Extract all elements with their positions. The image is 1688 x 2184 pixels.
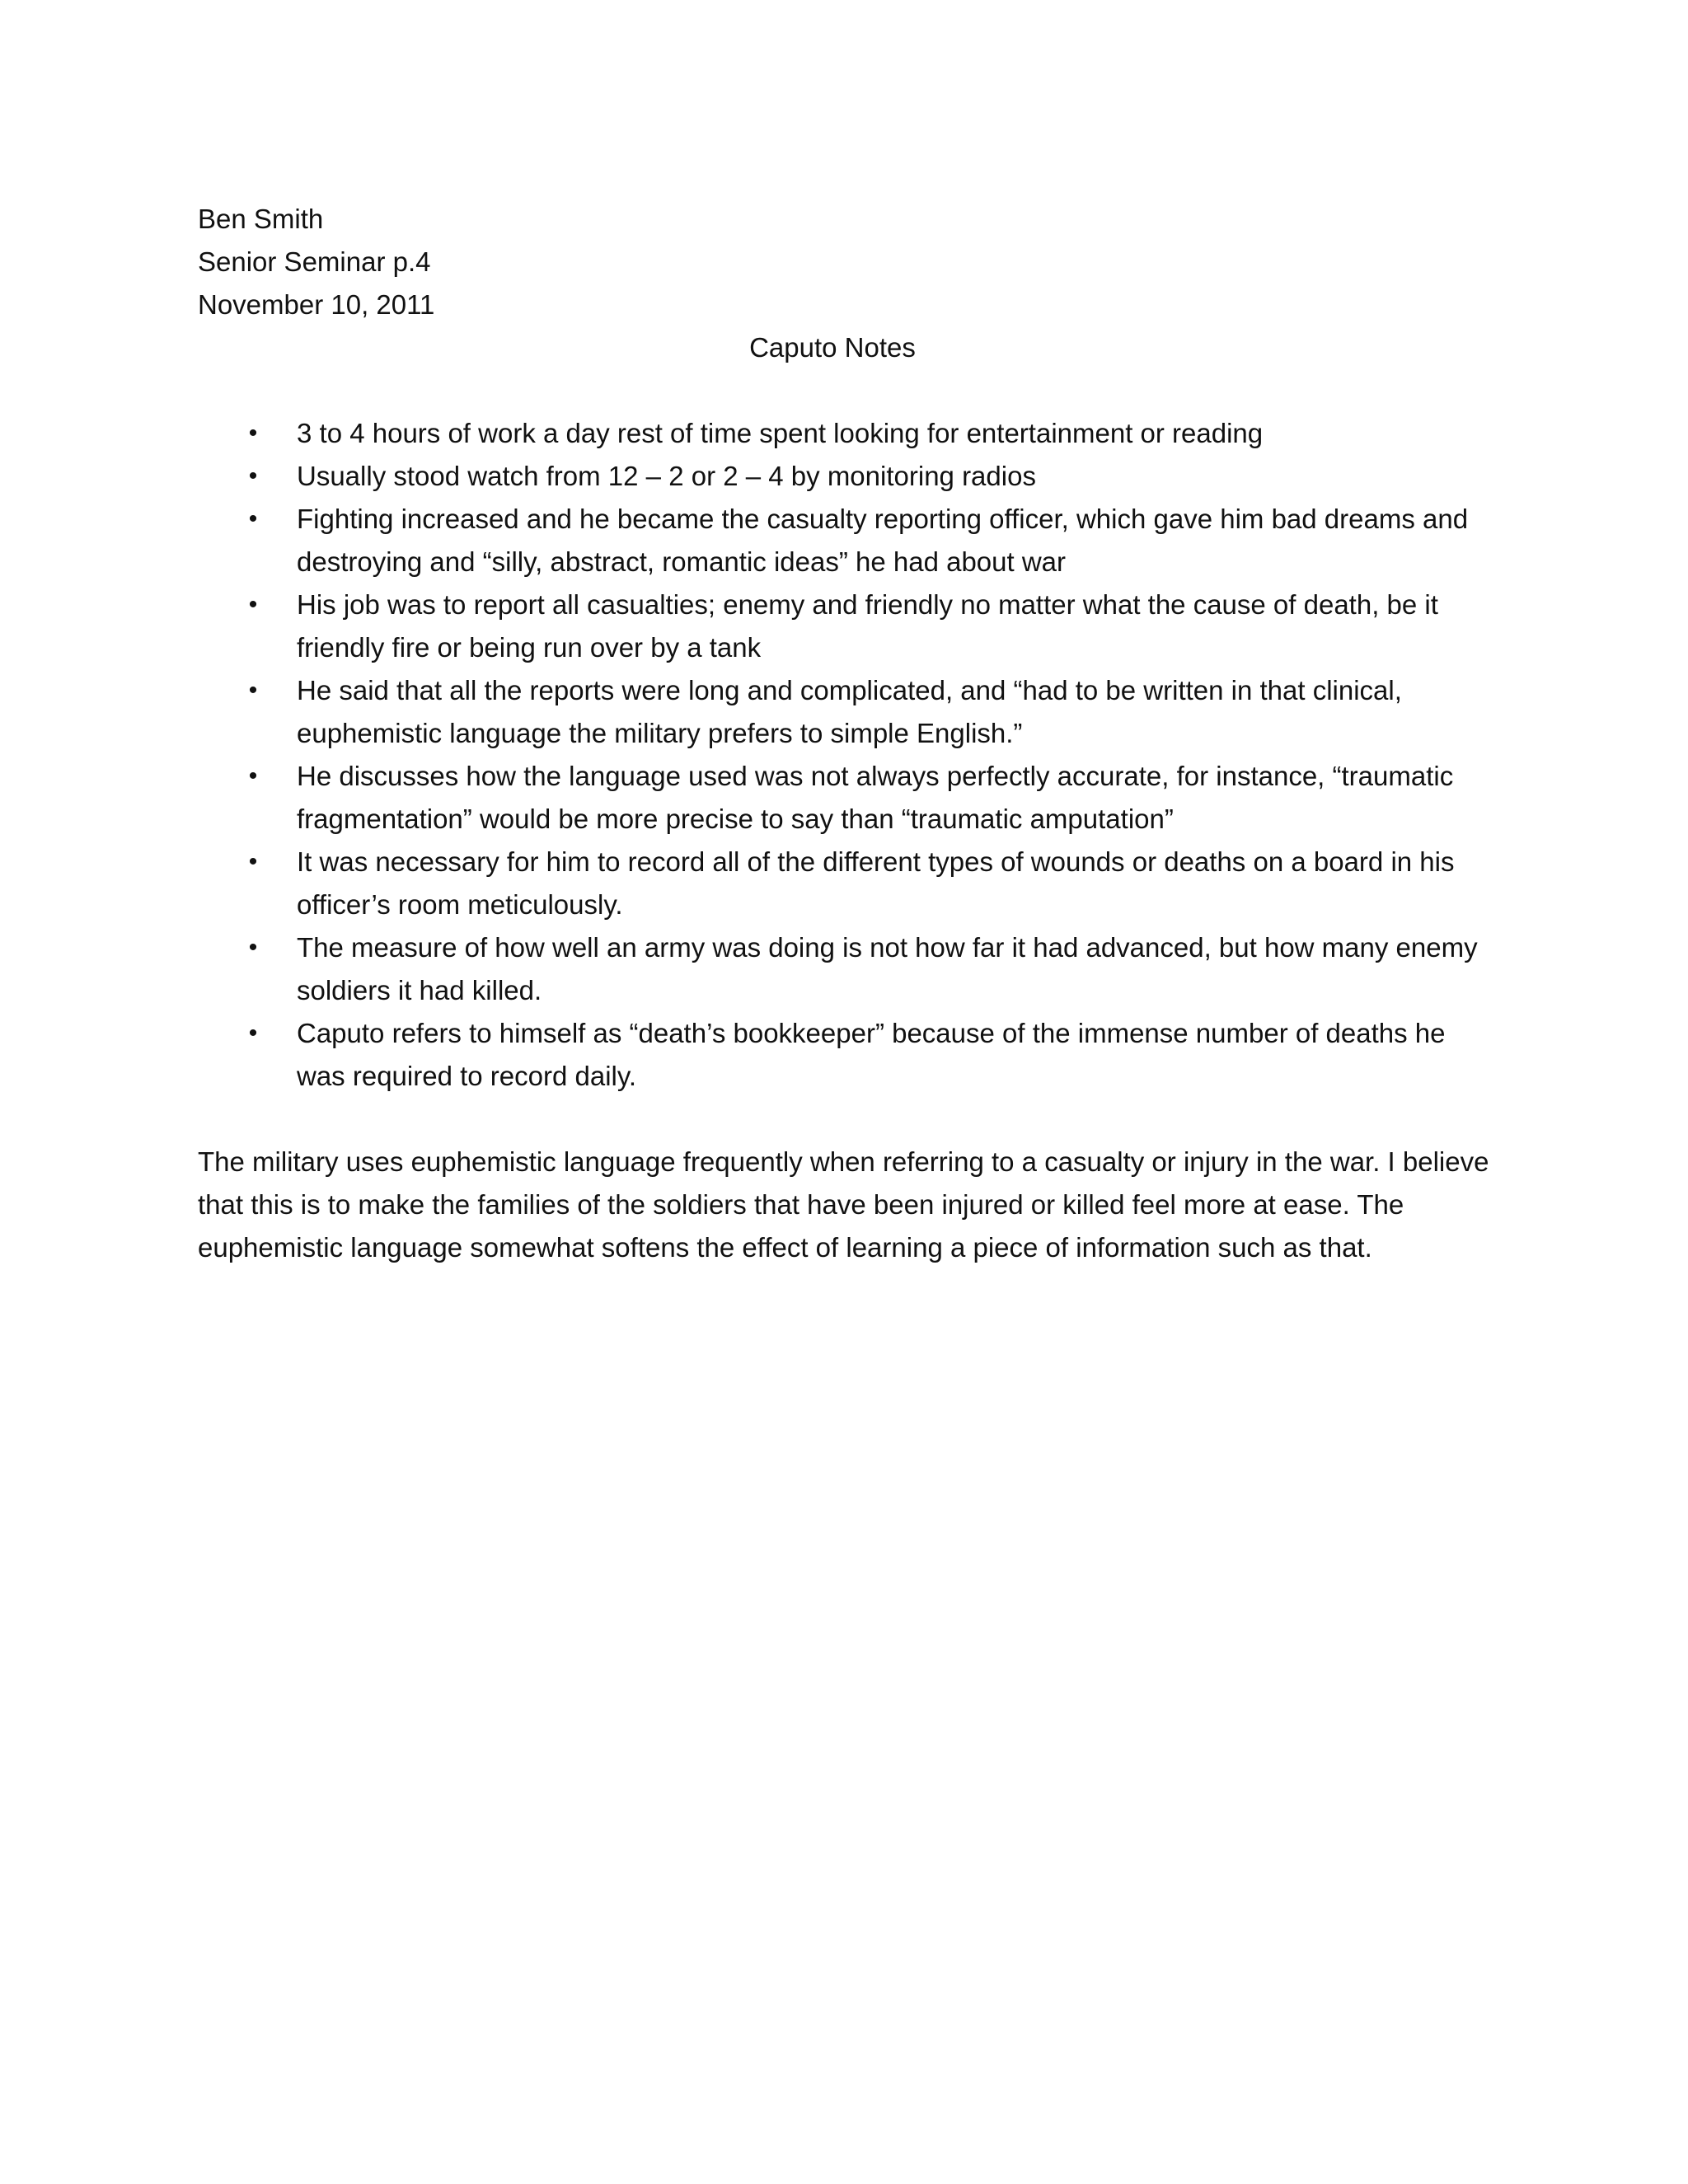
bullet-icon: • <box>248 505 258 532</box>
note-text: Caputo refers to himself as “death’s bookkeeper” because of the immense number of deaths he was required to record daily. <box>297 1018 1446 1091</box>
note-text: 3 to 4 hours of work a day rest of time spent looking for entertainment or reading <box>297 418 1264 448</box>
list-item <box>198 755 1492 841</box>
list-item <box>198 1012 1492 1098</box>
summary-paragraph: The military uses euphemistic language frequently when referring to a casualty or injury in the war. I believe that this is to make the families of the soldiers that have been injured or killed feel more at ease. The euphemistic language somewhat softens the effect of learning a piece of information such as that. <box>198 1146 1489 1263</box>
bullet-icon: • <box>248 762 258 790</box>
list-item <box>198 412 1492 455</box>
note-text: Usually stood watch from 12 – 2 or 2 – 4 by monitoring radios <box>297 461 1036 491</box>
document-title: Caputo Notes <box>749 332 916 363</box>
bullet-icon: • <box>248 848 258 875</box>
bullet-icon: • <box>248 591 258 618</box>
document-content <box>198 198 1492 1269</box>
note-text: His job was to report all casualties; enemy and friendly no matter what the cause of death, be it friendly fire or being run over by a tank <box>297 589 1438 663</box>
list-item <box>198 841 1492 926</box>
list-item <box>198 926 1492 1012</box>
note-text: Fighting increased and he became the casualty reporting officer, which gave him bad dreams and destroying and “silly, abstract, romantic ideas” he had about war <box>297 504 1469 577</box>
note-text: He said that all the reports were long and complicated, and “had to be written in that clinical, euphemistic language the military prefers to simple English.” <box>297 675 1402 748</box>
bullet-icon: • <box>248 462 258 490</box>
list-item <box>198 583 1492 669</box>
list-item <box>198 669 1492 755</box>
document-date: November 10, 2011 <box>198 289 435 320</box>
author-name: Ben Smith <box>198 204 324 234</box>
bullet-icon: • <box>248 677 258 704</box>
note-text: It was necessary for him to record all of the different types of wounds or deaths on a board in his officer’s room meticulously. <box>297 846 1455 920</box>
list-item <box>198 455 1492 498</box>
note-text: He discusses how the language used was not always perfectly accurate, for instance, “traumatic fragmentation” would be more precise to say than “traumatic amputation” <box>297 761 1454 834</box>
bullet-icon: • <box>248 934 258 961</box>
notes-list <box>198 412 1492 1098</box>
note-text: The measure of how well an army was doing is not how far it had advanced, but how many enemy soldiers it had killed. <box>297 932 1478 1005</box>
bullet-icon: • <box>248 419 258 447</box>
list-item <box>198 498 1492 583</box>
course-name: Senior Seminar p.4 <box>198 246 431 277</box>
bullet-icon: • <box>248 1019 258 1047</box>
